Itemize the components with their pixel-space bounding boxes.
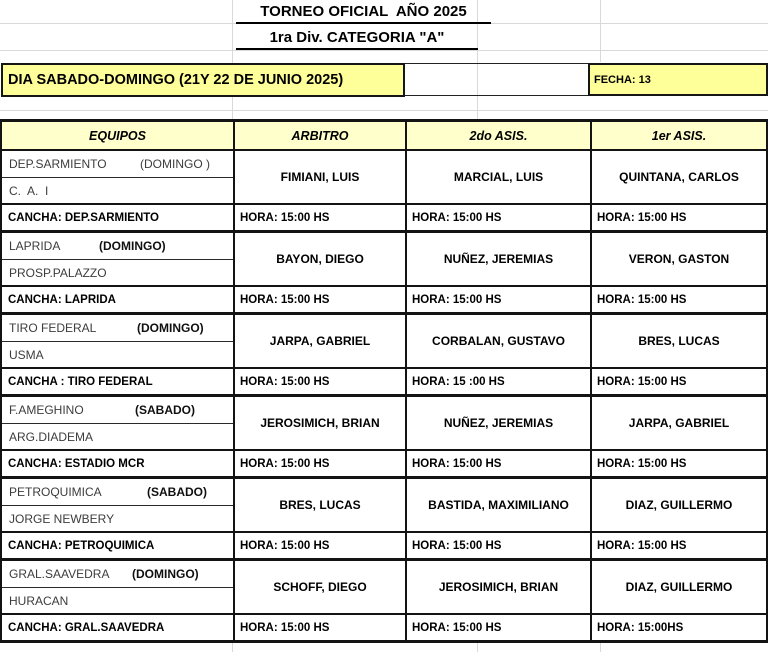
team2-cell [2,259,233,285]
hora-asis1-cell: HORA: 15:00 HS [590,367,766,394]
gridline [232,643,233,652]
match-block [2,397,766,479]
cancha-cell: CANCHA: ESTADIO MCR [2,449,233,476]
team2-name: USMA [9,347,44,362]
hora-asis2-cell: HORA: 15:00 HS [405,285,590,312]
gridline [600,0,601,62]
asis2-cell: NUÑEZ, JEREMIAS [405,397,590,449]
team2-name: C. A. I [9,183,49,198]
team1-name: F.AMEGHINO [9,403,84,417]
team1-name: DEP.SARMIENTO [9,157,107,171]
gridline [477,643,478,652]
match-block [2,561,766,643]
tournament-title: TORNEO OFICIAL AÑO 2025 [236,1,491,24]
match-day: (DOMINGO) [99,239,166,253]
team2-cell [2,423,233,449]
gridline [232,0,233,119]
asis1-cell: JARPA, GABRIEL [590,397,766,449]
cancha-cell: CANCHA: LAPRIDA [2,285,233,312]
hora-referee-cell: HORA: 15:00 HS [233,367,405,394]
hora-asis2-cell: HORA: 15 :00 HS [405,367,590,394]
header-1er-asis: 1er ASIS. [590,122,766,149]
hora-asis1-cell: HORA: 15:00 HS [590,285,766,312]
fecha-box: FECHA: 13 [588,63,768,96]
hora-asis2-cell: HORA: 15:00 HS [405,449,590,476]
team2-cell [2,505,233,531]
gridline [0,110,768,111]
schedule-table [0,119,768,643]
team2-cell [2,177,233,203]
asis1-cell: VERON, GASTON [590,233,766,285]
table-header-row [2,122,766,151]
hora-referee-cell: HORA: 15:00 HS [233,531,405,558]
hora-asis2-cell: HORA: 15:00 HS [405,203,590,230]
referee-cell: SCHOFF, DIEGO [233,561,405,613]
referee-cell: FIMIANI, LUIS [233,151,405,203]
asis2-cell: MARCIAL, LUIS [405,151,590,203]
referee-cell: BRES, LUCAS [233,479,405,531]
header-arbitro: ARBITRO [233,122,405,149]
team1-name: PETROQUIMICA [9,485,102,499]
asis2-cell: CORBALAN, GUSTAVO [405,315,590,367]
banner-spacer-cell [405,63,588,96]
hora-referee-cell: HORA: 15:00 HS [233,613,405,640]
match-block [2,233,766,315]
match-day: (DOMINGO ) [140,157,210,171]
referee-cell: BAYON, DIEGO [233,233,405,285]
match-day: (DOMINGO) [137,321,204,335]
hora-asis1-cell: HORA: 15:00HS [590,613,766,640]
team1-cell [2,479,233,505]
asis1-cell: QUINTANA, CARLOS [590,151,766,203]
hora-asis1-cell: HORA: 15:00 HS [590,531,766,558]
team2-name: HURACAN [9,593,69,608]
team2-cell [2,341,233,367]
hora-asis1-cell: HORA: 15:00 HS [590,203,766,230]
cancha-cell: CANCHA: PETROQUIMICA [2,531,233,558]
gridline [0,50,768,51]
team1-name: GRAL.SAAVEDRA [9,567,110,581]
asis2-cell: NUÑEZ, JEREMIAS [405,233,590,285]
asis1-cell: BRES, LUCAS [590,315,766,367]
team1-cell [2,151,233,177]
team2-name: JORGE NEWBERY [9,511,115,526]
hora-referee-cell: HORA: 15:00 HS [233,285,405,312]
header-equipos: EQUIPOS [2,122,233,149]
team1-cell [2,561,233,587]
asis1-cell: DIAZ, GUILLERMO [590,561,766,613]
asis2-cell: JEROSIMICH, BRIAN [405,561,590,613]
hora-asis2-cell: HORA: 15:00 HS [405,613,590,640]
match-block [2,151,766,233]
referee-cell: JEROSIMICH, BRIAN [233,397,405,449]
team1-cell [2,315,233,341]
team1-cell [2,233,233,259]
header-2do-asis: 2do ASIS. [405,122,590,149]
match-day: (SABADO) [147,485,207,499]
team2-cell [2,587,233,613]
gridline [600,643,601,652]
referee-cell: JARPA, GABRIEL [233,315,405,367]
team2-name: PROSP.PALAZZO [9,265,107,280]
hora-asis2-cell: HORA: 15:00 HS [405,531,590,558]
asis2-cell: BASTIDA, MAXIMILIANO [405,479,590,531]
hora-referee-cell: HORA: 15:00 HS [233,203,405,230]
team1-name: TIRO FEDERAL [9,321,97,335]
asis1-cell: DIAZ, GUILLERMO [590,479,766,531]
division-title: 1ra Div. CATEGORIA "A" [236,27,478,50]
match-block [2,479,766,561]
cancha-cell: CANCHA : TIRO FEDERAL [2,367,233,394]
team2-name: ARG.DIADEMA [9,429,94,444]
team1-name: LAPRIDA [9,239,61,253]
match-block [2,315,766,397]
match-day: (DOMINGO) [132,567,199,581]
hora-asis1-cell: HORA: 15:00 HS [590,449,766,476]
match-day: (SABADO) [135,403,195,417]
date-banner: DIA SABADO-DOMINGO (21Y 22 DE JUNIO 2025) [1,63,405,97]
team1-cell [2,397,233,423]
cancha-cell: CANCHA: GRAL.SAAVEDRA [2,613,233,640]
cancha-cell: CANCHA: DEP.SARMIENTO [2,203,233,230]
hora-referee-cell: HORA: 15:00 HS [233,449,405,476]
